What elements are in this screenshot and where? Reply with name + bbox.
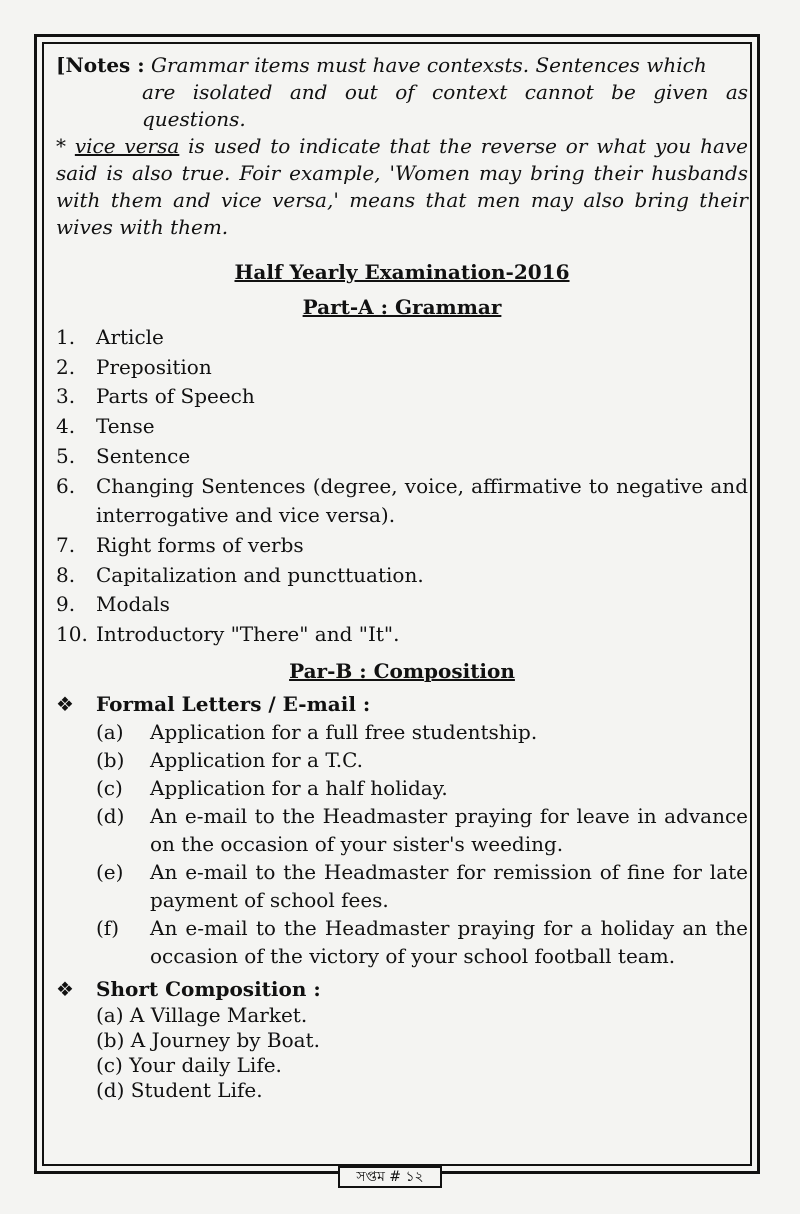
diamond-bullet-icon: ❖ [56,976,74,1001]
letters-list [56,718,748,970]
page-content [56,52,748,1103]
list-item: (a) Application for a full free studentship. [96,719,538,744]
list-item: 7. Right forms of verbs [56,532,304,557]
short-composition-list [56,1003,748,1103]
notes-vice-versa: vice versa [74,134,180,158]
part-a-title: Part-A : Grammar [302,295,502,319]
exam-title: Half Yearly Examination-2016 [234,260,570,284]
formal-letters-heading: ❖ Formal Letters / E-mail : [56,691,371,716]
list-item: 1. Article [56,325,164,349]
list-item: (a) A Village Market. [96,1002,308,1027]
notes-paragraph: is used to indicate that the reverse or what you have said is also true. Foir example, 'Women may bring their husbands with them and vice versa,' means that men may also bring their wives with them. [56,134,749,239]
list-item: 8. Capitalization and puncttuation. [56,562,424,587]
list-item: 9. Modals [56,592,170,617]
short-composition-heading: ❖ Short Composition : [56,976,321,1001]
list-item: (c) Application for a half holiday. [96,775,448,800]
diamond-bullet-icon: ❖ [56,691,74,716]
notes-line-1: Grammar items must have contexsts. Sentences which [151,53,707,77]
list-item: (c) Your daily Life. [96,1052,282,1077]
list-item: (b) Application for a T.C. [96,747,364,772]
list-item: 4. Tense [56,414,155,439]
page-number-badge: সপ্তম # ১২ [338,1166,442,1188]
notes-block [56,52,748,241]
part-b-title: Par-B : Composition [289,658,515,683]
list-item: (d) An e-mail to the Headmaster praying for leave in advance on the occasion of your sister's weeding. [96,803,748,856]
notes-line-2: are isolated and out of context cannot be given as questions. [142,80,748,131]
notes-lead: [Notes : [56,53,145,77]
list-item: (f) An e-mail to the Headmaster praying for a holiday an the occasion of the victory of your school football team. [96,915,748,968]
grammar-list [56,323,748,650]
list-item: 6. Changing Sentences (degree, voice, affirmative to negative and interrogative and vice versa). [56,473,748,528]
list-item: (e) An e-mail to the Headmaster for remission of fine for late payment of school fees. [96,859,748,912]
list-item: 5. Sentence [56,443,191,468]
list-item: 2. Preposition [56,354,212,379]
list-item: (d) Student Life. [96,1077,263,1102]
list-item: (b) A Journey by Boat. [96,1027,320,1052]
notes-star: * [56,134,66,158]
list-item: 10. Introductory "There" and "It". [56,622,400,647]
list-item: 3. Parts of Speech [56,384,255,409]
